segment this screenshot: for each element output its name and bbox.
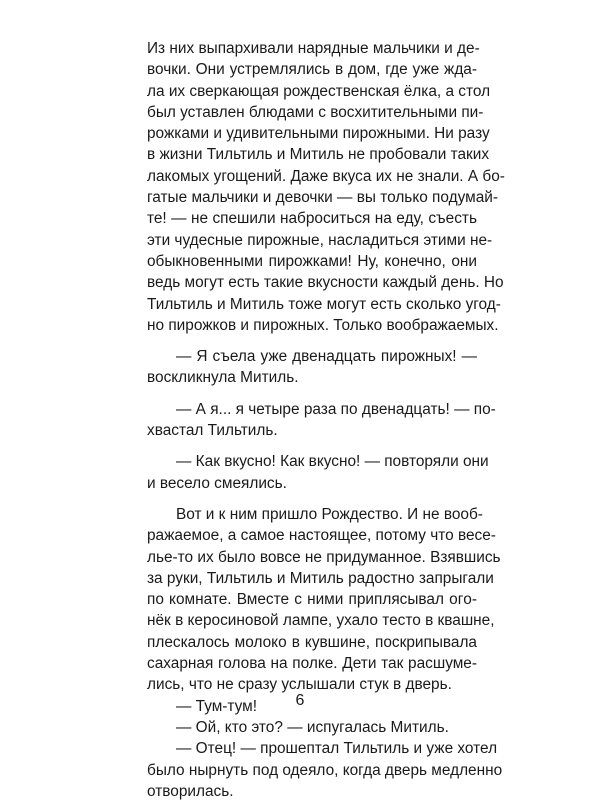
- text-line: рожками и удивительными пирожными. Ни разу: [147, 125, 490, 143]
- text-line: лакомых угощений. Даже вкуса их не знали. А бо-: [147, 167, 505, 185]
- text-line: но пирожков и пирожных. Только воображаемых.: [147, 316, 499, 334]
- text-line: вочки. Они устремлялись в дом, где уже жда-: [147, 61, 477, 79]
- text-line: отворилась.: [147, 782, 234, 800]
- text-line: ла их сверкающая рождественская ёлка, а стол: [147, 82, 491, 100]
- text-line: лись, что не сразу услышали стук в дверь.: [147, 676, 452, 694]
- text-line: эти чудесные пирожные, насладиться этими не-: [147, 231, 493, 249]
- text-line: гатые мальчики и девочки — вы только подумай-: [147, 189, 498, 207]
- text-line: — Я съела уже двенадцать пирожных! —: [176, 348, 477, 366]
- page-number: 6: [295, 692, 305, 709]
- text-line: за руки, Тильтиль и Митиль радостно запрыгали: [147, 569, 494, 587]
- text-line: — Как вкусно! Как вкусно! — повторяли они: [176, 453, 489, 471]
- text-line: те! — не спешили наброситься на еду, съесть: [147, 210, 477, 228]
- text-line: Из них выпархивали нарядные мальчики и де-: [147, 40, 480, 57]
- text-line: был уставлен блюдами с восхитительными пи-: [147, 103, 484, 121]
- text-line: и весело смеялись.: [147, 474, 287, 492]
- text-line: сахарная голова на полке. Дети так расшуме-: [147, 655, 477, 673]
- text-line: — А я... я четыре раза по двенадцать! — по-: [176, 400, 496, 418]
- text-line: ведь могут есть такие вкусности каждый день. Но: [147, 274, 504, 292]
- text-line: — Тум-тум!: [176, 697, 258, 715]
- text-line: воскликнула Митиль.: [147, 369, 299, 387]
- text-line: хвастал Тильтиль.: [147, 422, 278, 440]
- text-line: нёк в керосиновой лампе, ухало тесто в квашне,: [147, 612, 495, 630]
- text-line: по комнате. Вместе с ними приплясывал огo-: [147, 591, 477, 609]
- text-line: лье-то их было вовсе не придуманное. Взявшись: [147, 548, 501, 566]
- text-line: обыкновенными пирожками! Ну, конечно, они: [147, 252, 477, 270]
- text-line: плескалось молоко в кувшине, поскрипывала: [147, 633, 477, 651]
- text-line: — Ой, кто это? — испугалась Митиль.: [176, 718, 449, 736]
- text-line: ражаемое, а самое настоящее, потому что весе-: [147, 527, 496, 545]
- text-line: — Отец! — прошептал Тильтиль и уже хотел: [176, 740, 498, 758]
- text-line: Вот и к ним пришло Рождество. И не вооб-: [176, 505, 483, 523]
- text-line: Тильтиль и Митиль тоже могут есть сколько угод-: [147, 295, 501, 313]
- text-line: в жизни Тильтиль и Митиль не пробовали таких: [147, 146, 490, 164]
- text-line: было нырнуть под одеяло, когда дверь медленно: [147, 761, 503, 779]
- body-text: [147, 38, 505, 802]
